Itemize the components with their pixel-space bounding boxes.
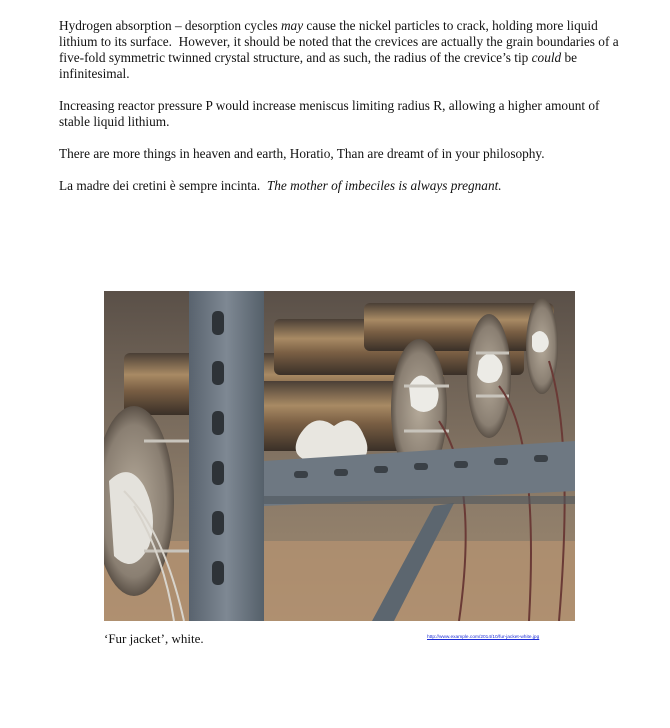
- p1-text-c: be infinitesimal.: [59, 50, 578, 81]
- english-translation-text: The mother of imbeciles is always pregnant.: [266, 178, 502, 193]
- paragraph-italian-proverb: [59, 178, 619, 194]
- p1-italic-could: could: [531, 50, 562, 65]
- p1-text-b: cause the nickel particles to crack, holding more liquid lithium to its surface. However, it should be noted that the crevices are actually the grain boundaries of a five-fold symmetric twinned crystal structure, and as such, the radius of the crevice’s tip: [59, 18, 619, 65]
- body-text: [59, 18, 619, 210]
- p1-italic-may: may: [280, 18, 304, 33]
- photo-source-link[interactable]: http://www.example.com/2014/10/fur-jacket-white.jpg: [427, 635, 540, 640]
- photo-caption: ‘Fur jacket’, white.: [104, 631, 204, 646]
- reactor-photo: [104, 291, 575, 621]
- paragraph-reactor-pressure: Increasing reactor pressure P would increase meniscus limiting radius R, allowing a higher amount of stable liquid lithium.: [59, 98, 600, 129]
- p1-text-a: Hydrogen absorption – desorption cycles: [59, 18, 281, 33]
- paragraph-hydrogen-cycles: [59, 18, 619, 82]
- paragraph-horatio-quote: There are more things in heaven and earth, Horatio, Than are dreamt of in your philosophy.: [59, 146, 545, 161]
- italian-proverb-text: La madre dei cretini è sempre incinta.: [59, 178, 267, 193]
